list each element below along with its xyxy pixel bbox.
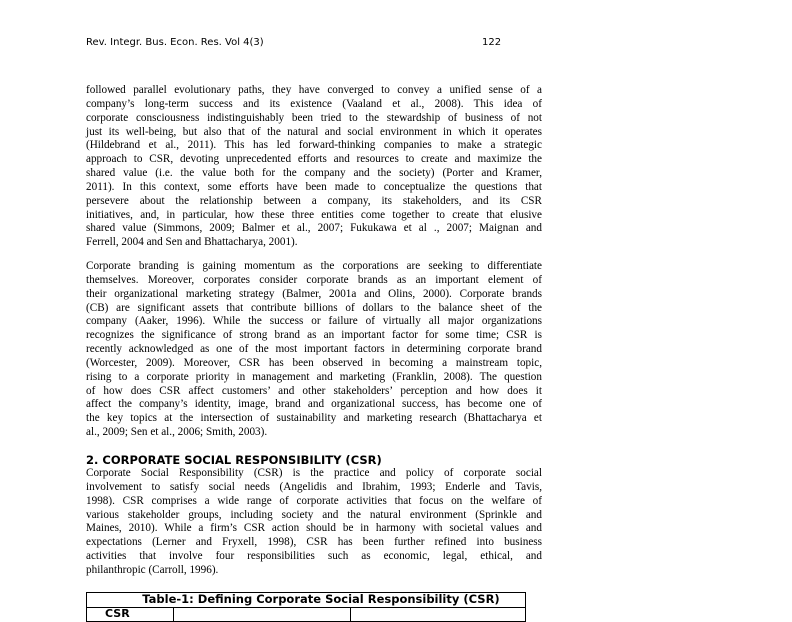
text-line: Ferrell, 2004 and Sen and Bhattacharya, 2001). xyxy=(86,236,298,249)
text-line: company (Aaker, 1996). While the success or failure of virtually all major organizations xyxy=(86,315,542,328)
text-line: al., 2009; Sen et al., 2006; Smith, 2003). xyxy=(86,426,268,439)
page-number: 122 xyxy=(482,37,502,48)
paragraph-csr-definition xyxy=(86,467,542,578)
text-line: philanthropic (Carroll, 1996). xyxy=(86,563,219,576)
text-line: 2011). In this context, some efforts have been made to conceptualize the questions that xyxy=(86,180,542,193)
text-line: 1998). CSR comprises a wide range of corporate activities that focus on the welfare of xyxy=(86,494,542,507)
table-title: Table-1: Defining Corporate Social Responsibility (CSR) xyxy=(142,592,500,606)
text-line: shared value (i.e. the value both for the company and the society) (Porter and Kramer, xyxy=(86,167,542,180)
paragraph-corporate-branding xyxy=(86,260,542,440)
text-line: recently acknowledged as one of the most important factors in determining corporate brand xyxy=(86,343,542,356)
text-line: approach to CSR, devoting unprecedented efforts and resources to create and maximize the xyxy=(86,153,542,166)
text-line: activities that involve four responsibilities such as economic, legal, ethical, and xyxy=(86,550,542,563)
text-line: (CB) are significant assets that contribute billions of dollars to the balance sheet of the xyxy=(86,301,542,314)
text-line: corporate consciousness indistinguishably been tried to the stewardship of business of not xyxy=(86,111,542,124)
text-line: (Hildebrand et al., 2011). This has led forward-thinking companies to make a strategic xyxy=(86,139,542,152)
text-line: (Worcester, 2009). Moreover, CSR has been observed in becoming a mainstream topic, xyxy=(86,356,542,369)
text-line: company’s long-term success and its existence (Vaaland et al., 2008). This idea of xyxy=(86,97,542,110)
section-heading: 2. CORPORATE SOCIAL RESPONSIBILITY (CSR) xyxy=(86,453,382,467)
text-line: initiatives, and, in particular, how these three entities come together to create that elusive xyxy=(86,208,542,221)
text-line: persevere about the relationship between a company, its stakeholders, and its CSR xyxy=(86,194,542,207)
text-line: recognizes the significance of strong brand as an important factor for some time; CSR is xyxy=(86,329,542,342)
text-line: various stakeholder groups, including society and the natural environment (Sprinkle and xyxy=(86,508,542,521)
text-line: just its well-being, but also that of the natural and social environment in which it operates xyxy=(86,125,542,138)
table-column-divider xyxy=(350,607,351,621)
text-line: followed parallel evolutionary paths, they have converged to convey a unified sense of a xyxy=(86,84,542,96)
table-column-divider xyxy=(173,607,174,621)
table-divider xyxy=(87,607,525,608)
text-line: themselves. Moreover, corporates consider corporate brands as an important element of xyxy=(86,273,542,286)
text-line: Maines, 2010). While a firm’s CSR action should be in harmony with societal values and xyxy=(86,522,542,535)
csr-definition-table xyxy=(86,592,526,622)
table-cell: CSR xyxy=(105,607,130,620)
text-line: their organizational marketing strategy (Balmer, 2001a and Olins, 2000). Corporate brands xyxy=(86,287,542,300)
text-line: affect the company’s identity, image, brand and organizational success, has become one of xyxy=(86,398,542,411)
journal-header: Rev. Integr. Bus. Econ. Res. Vol 4(3) xyxy=(86,37,264,48)
text-line: involvement to satisfy social needs (Angelidis and Ibrahim, 1993; Enderle and Tavis, xyxy=(86,480,542,493)
text-line: the key topics at the intersection of sustainability and marketing research (Bhattacharya et xyxy=(86,412,542,425)
text-line: of how does CSR affect customers’ and other stakeholders’ perception and how does it xyxy=(86,384,542,397)
text-line: rising to a corporate priority in management and marketing (Franklin, 2008). The question xyxy=(86,370,542,383)
text-line: Corporate branding is gaining momentum as the corporations are seeking to differentiate xyxy=(86,260,542,272)
paragraph-evolutionary-paths xyxy=(86,84,542,250)
text-line: shared value (Simmons, 2009; Balmer et al., 2007; Fukukawa et al ., 2007; Maignan and xyxy=(86,222,542,235)
text-line: Corporate Social Responsibility (CSR) is the practice and policy of corporate social xyxy=(86,467,542,479)
text-line: expectations (Lerner and Fryxell, 1998), CSR has been further refined into business xyxy=(86,536,542,549)
